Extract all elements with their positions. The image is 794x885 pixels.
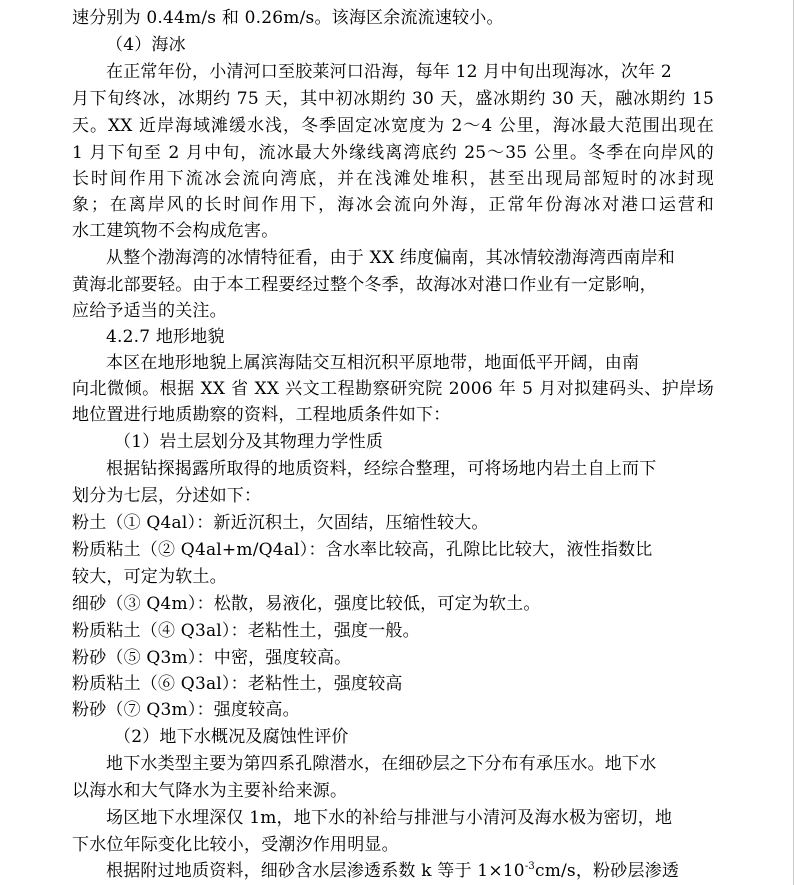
- text-line: 水工建筑物不会构成危害。: [72, 221, 279, 241]
- text-segment: cm/s，粉砂层渗透: [534, 861, 680, 881]
- text-line-permeability: [106, 858, 679, 884]
- text-line: 1 月下旬至 2 月中旬，流冰最大外缘线离湾底约 25～35 公里。冬季在向岸风的: [72, 143, 714, 163]
- soil-layer-item: 细砂（③ Q4m）：松散，易液化，强度比较低，可定为软土。: [72, 594, 541, 614]
- text-line: 地下水类型主要为第四系孔隙潜水，在细砂层之下分布有承压水。地下水: [106, 754, 657, 774]
- text-line: 黄海北部要轻。由于本工程要经过整个冬季，故海冰对港口作业有一定影响，: [72, 275, 657, 295]
- subsection-heading-soil-layers: （1）岩土层划分及其物理力学性质: [114, 432, 384, 452]
- text-line: 根据钻探揭露所取得的地质资料，经综合整理，可将场地内岩土自上而下: [106, 459, 657, 479]
- section-heading-terrain: 4.2.7 地形地貌: [106, 327, 225, 347]
- soil-layer-item: 粉质粘土（⑥ Q3al）：老粘性土，强度较高: [72, 674, 403, 694]
- text-line: 划分为七层，分述如下：: [72, 486, 262, 506]
- text-line: 象；在离岸风的长时间作用下，海冰会流向外海，正常年份海冰对港口运营和: [72, 195, 714, 215]
- text-line: 从整个渤海湾的冰情特征看，由于 XX 纬度偏南，其冰情较渤海湾西南岸和: [106, 248, 676, 268]
- soil-layer-item: 粉质粘土（④ Q3al）：老粘性土，强度一般。: [72, 621, 420, 641]
- text-line: 下水位年际变化比较小，受潮汐作用明显。: [72, 835, 399, 855]
- text-line: 月下旬终冰，冰期约 75 天，其中初冰期约 30 天，盛冰期约 30 天，融冰期约 15: [72, 89, 714, 109]
- text-segment: 根据附过地质资料，细砂含水层渗透系数 k 等于 1×10: [106, 861, 525, 881]
- subsection-heading-groundwater: （2）地下水概况及腐蚀性评价: [114, 727, 349, 747]
- text-line: 天。XX 近岸海域滩缓水浅，冬季固定冰宽度为 2～4 公里，海冰最大范围出现在: [72, 116, 714, 136]
- text-line: 以海水和大气降水为主要补给来源。: [72, 781, 348, 801]
- soil-layer-item: 粉砂（⑤ Q3m）：中密，强度较高。: [72, 648, 352, 668]
- text-line: 长时间作用下流冰会流向湾底，并在浅滩处堆积，甚至出现局部短时的冰封现: [72, 169, 714, 189]
- text-line: 较大，可定为软土。: [72, 567, 227, 587]
- soil-layer-item: 粉砂（⑦ Q3m）：强度较高。: [72, 700, 300, 720]
- text-line: 地位置进行地质勘察的资料，工程地质条件如下：: [72, 405, 451, 425]
- soil-layer-item: 粉质粘土（② Q4al+m/Q4al）：含水率比较高，孔隙比比较大，液性指数比: [72, 540, 653, 560]
- text-line: 速分别为 0.44m/s 和 0.26m/s。该海区余流流速较小。: [72, 8, 504, 28]
- text-line: 场区地下水埋深仅 1m，地下水的补给与排泄与小清河及海水极为密切，地: [106, 808, 673, 828]
- text-line: 在正常年份，小清河口至胶莱河口沿海，每年 12 月中旬出现海冰，次年 2: [106, 62, 672, 82]
- text-line: 本区在地形地貌上属滨海陆交互相沉积平原地带，地面低平开阔，由南: [106, 353, 640, 373]
- exponent: -3: [524, 861, 535, 872]
- text-line: 应给予适当的关注。: [72, 301, 227, 321]
- section-heading-sea-ice: （4）海冰: [106, 35, 186, 55]
- text-line: 向北微倾。根据 XX 省 XX 兴文工程勘察研究院 2006 年 5 月对拟建码头、护岸场: [72, 379, 714, 399]
- soil-layer-item: 粉土（① Q4al）：新近沉积土，欠固结，压缩性较大。: [72, 513, 489, 533]
